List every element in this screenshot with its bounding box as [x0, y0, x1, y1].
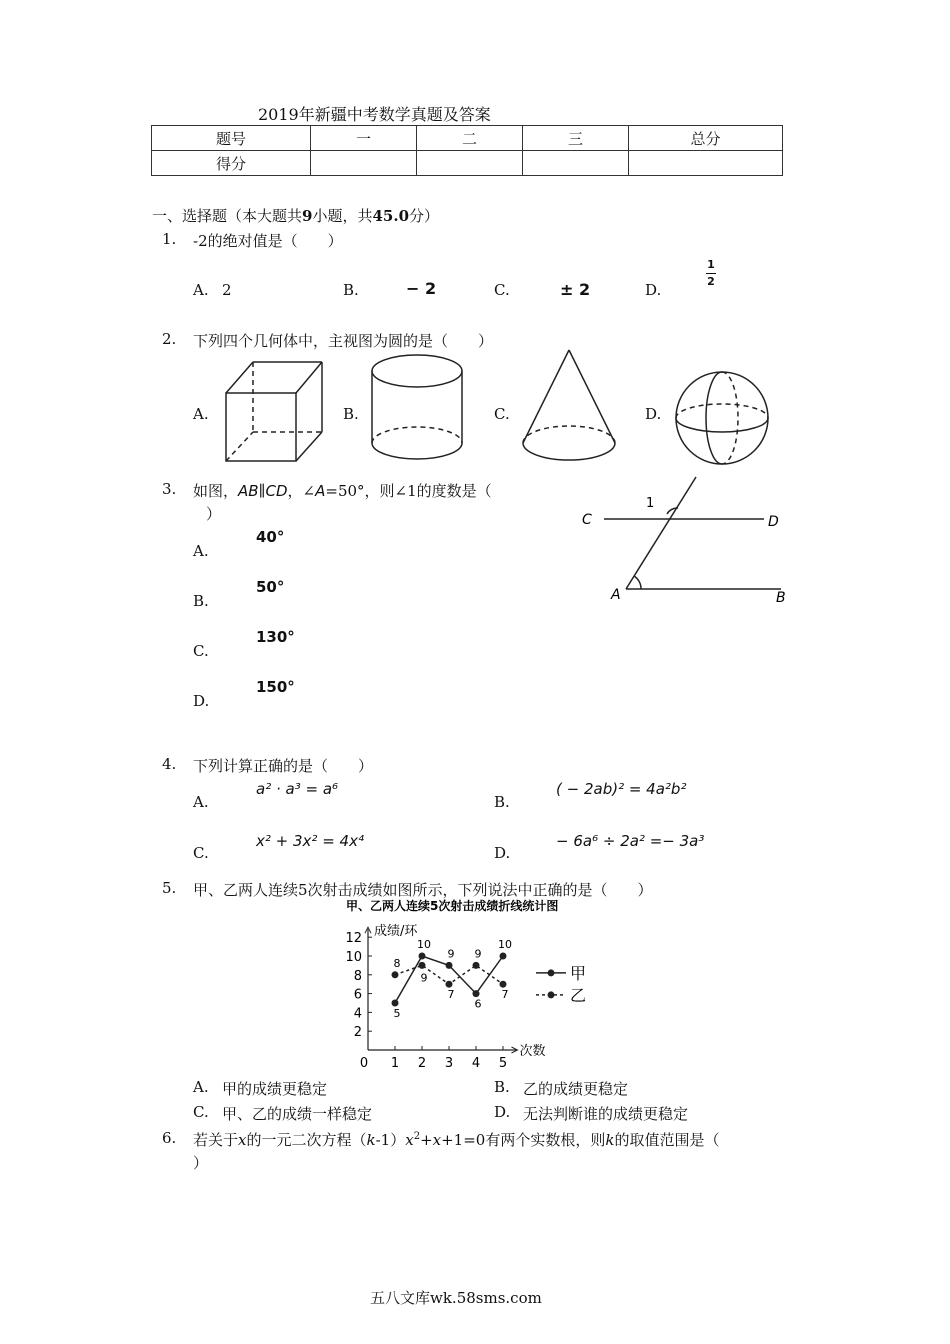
option-label: B. — [343, 281, 359, 299]
data-point — [500, 981, 507, 988]
option-value: 2 — [222, 281, 232, 299]
option-value: ( − 2ab)² = 4a²b² — [556, 780, 687, 798]
y-tick-label: 2 — [353, 1025, 362, 1041]
score-table-header-row — [152, 126, 783, 151]
y-tick-label: 6 — [353, 987, 362, 1003]
label-b: B — [776, 590, 786, 606]
x-tick-label: 0 — [359, 1056, 369, 1071]
option-label: D. — [494, 1103, 511, 1121]
option-label: C. — [193, 1103, 209, 1121]
option-value: − 2 — [406, 279, 437, 298]
data-point — [446, 981, 453, 988]
data-label: 10 — [417, 938, 431, 951]
option-label: B. — [193, 592, 209, 610]
legend-label: 乙 — [570, 985, 587, 1005]
parallel-lines-figure — [576, 470, 796, 610]
question-text-close: ） — [206, 505, 222, 523]
score-table-row — [152, 151, 783, 176]
x-tick-label: 3 — [444, 1056, 454, 1071]
score-line-chart — [338, 897, 608, 1072]
data-point — [392, 971, 399, 978]
data-label: 9 — [447, 947, 455, 961]
option-label: C. — [193, 844, 209, 862]
footer-watermark: 五八文库wk.58sms.com — [370, 1289, 542, 1307]
table-cell — [523, 151, 629, 176]
table-cell — [417, 151, 523, 176]
data-label: 5 — [393, 1007, 401, 1020]
table-row-label: 得分 — [152, 151, 311, 176]
option-value: 甲、乙的成绩一样稳定 — [222, 1105, 373, 1123]
legend-marker — [548, 991, 555, 998]
label-angle-1: 1 — [646, 496, 655, 511]
option-value: 50° — [256, 578, 285, 596]
option-label: A. — [193, 542, 209, 560]
option-label: A. — [193, 281, 209, 299]
option-label: A. — [193, 1078, 209, 1096]
option-label: C. — [494, 281, 510, 299]
legend-label: 甲 — [570, 963, 587, 983]
fraction: 1 2 — [707, 258, 715, 288]
data-point — [419, 953, 426, 960]
option-value: a² · a³ = a⁶ — [256, 780, 339, 798]
question-text: 若关于x的一元二次方程$(k-1)x^2+x+1=0$有两个实数根，则k的取值范围是（ — [193, 1131, 720, 1149]
option-label: C. — [494, 405, 510, 423]
option-value: x² + 3x² = 4x⁴ — [256, 832, 364, 850]
x-tick-label: 4 — [471, 1056, 481, 1071]
table-header-cell: 总分 — [629, 126, 783, 151]
option-value: 乙的成绩更稳定 — [523, 1080, 629, 1098]
option-label: B. — [494, 793, 510, 811]
section-heading: 一、选择题（本大题共9小题，共45.0分） — [152, 207, 440, 225]
table-header-cell: 三 — [523, 126, 629, 151]
question-text-close: ） — [193, 1154, 209, 1172]
y-tick-label: 10 — [345, 950, 362, 965]
option-label: B. — [343, 405, 359, 423]
question-number: 5. — [162, 879, 177, 897]
option-label: C. — [193, 642, 209, 660]
table-header-cell: 二 — [417, 126, 523, 151]
option-value: 甲的成绩更稳定 — [222, 1080, 328, 1098]
cylinder-figure — [368, 352, 466, 464]
table-header-cell: 题号 — [152, 126, 311, 151]
option-label: D. — [645, 405, 662, 423]
question-text: 下列四个几何体中，主视图为圆的是（ ） — [193, 332, 494, 350]
question-text: 下列计算正确的是（ ） — [193, 757, 374, 775]
option-label: A. — [193, 405, 209, 423]
option-label: A. — [193, 793, 209, 811]
data-label: 7 — [447, 988, 455, 1002]
data-label: 6 — [474, 997, 482, 1011]
y-tick-label: 8 — [353, 968, 362, 984]
option-value: 无法判断谁的成绩更稳定 — [523, 1105, 689, 1123]
option-value: 40° — [256, 528, 285, 546]
y-tick-label: 4 — [353, 1006, 362, 1022]
data-label: 10 — [498, 938, 512, 951]
document-title: 2019年新疆中考数学真题及答案 — [258, 105, 491, 124]
question-number: 6. — [162, 1129, 177, 1147]
sphere-figure — [672, 370, 772, 470]
data-point — [392, 1000, 399, 1007]
data-label: 8 — [393, 956, 401, 970]
label-a: A — [611, 587, 621, 603]
table-cell — [311, 151, 417, 176]
table-cell — [629, 151, 783, 176]
option-value: ± 2 — [560, 280, 591, 299]
chart-title: 甲、乙两人连续5次射击成绩折线统计图 — [346, 899, 559, 913]
data-label: 9 — [474, 947, 482, 961]
x-axis-label: 次数 — [519, 1044, 546, 1059]
option-value: 150° — [256, 678, 295, 696]
data-label: 7 — [501, 988, 509, 1002]
question-text: 甲、乙两人连续5次射击成绩如图所示，下列说法中正确的是（ ） — [193, 881, 653, 899]
question-text: 如图，AB∥CD，∠A=50°，则∠1的度数是（ — [193, 482, 492, 500]
option-label: D. — [193, 692, 210, 710]
option-value: − 6a⁶ ÷ 2a² =− 3a³ — [556, 832, 705, 850]
cone-figure — [518, 347, 620, 465]
y-axis-label: 成绩/环 — [374, 924, 418, 940]
question-number: 3. — [162, 480, 177, 498]
data-point — [419, 962, 426, 969]
y-tick-label: 12 — [345, 931, 362, 947]
data-point — [446, 962, 453, 969]
x-tick-label: 2 — [417, 1056, 427, 1071]
question-text: -2的绝对值是（ ） — [193, 232, 343, 250]
data-point — [500, 953, 507, 960]
question-number: 2. — [162, 330, 177, 348]
option-value: 130° — [256, 628, 295, 646]
label-c: C — [582, 512, 592, 528]
label-d: D — [768, 514, 779, 530]
option-label: D. — [494, 844, 511, 862]
data-point — [473, 962, 480, 969]
data-label: 9 — [420, 971, 428, 985]
question-number: 1. — [162, 230, 177, 248]
x-tick-label: 1 — [390, 1056, 400, 1071]
question-number: 4. — [162, 755, 177, 773]
option-label: D. — [645, 281, 662, 299]
option-label: B. — [494, 1078, 510, 1096]
cube-figure — [220, 356, 326, 464]
table-header-cell: 一 — [311, 126, 417, 151]
data-point — [473, 990, 480, 997]
legend-marker — [548, 969, 555, 976]
x-tick-label: 5 — [498, 1056, 508, 1071]
score-table — [151, 125, 783, 176]
